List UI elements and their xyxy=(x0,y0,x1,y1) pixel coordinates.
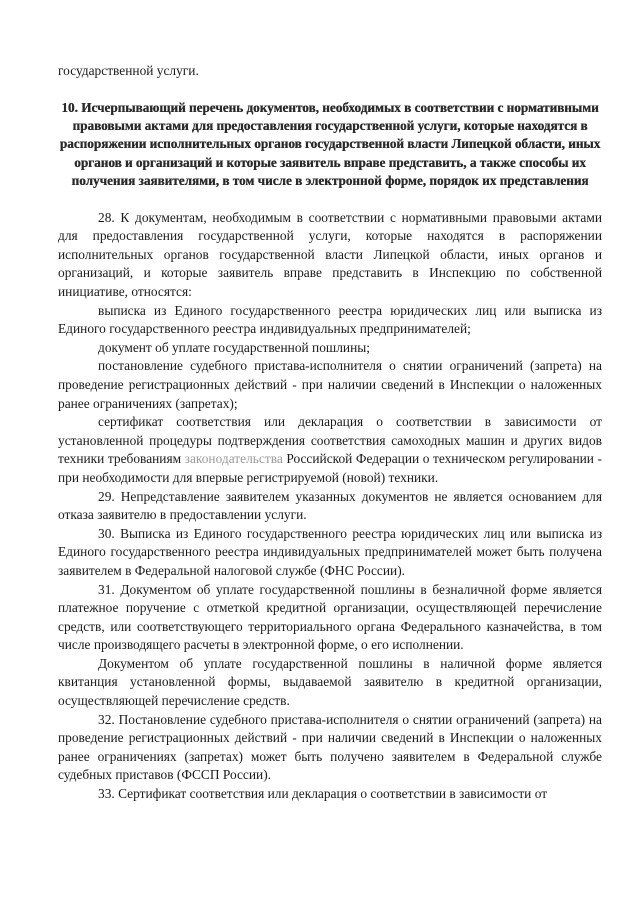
paragraph-32: 32. Постановление судебного пристава-исполнителя о снятии ограничений (запрета) на проведение регистрационных действий - при наличии сведений в Инспекции о наложенных ранее ограничениях (запретах) может быть получено заявителем в Федеральной службе судебных приставов (ФССП России). xyxy=(58,711,602,783)
paragraph-31-cash: Документом об уплате государственной пошлины в наличной форме является квитанция установленной формы, выдаваемой заявителю в кредитной организации, осуществляющей перечисление средств. xyxy=(58,655,602,709)
paragraph-31: 31. Документом об уплате государственной пошлины в безналичной форме является платежное поручение с отметкой кредитной организации, осуществляющей перечисление средств, или соответствующего территориального органа Федерального казначейства, в том числе производящего расчеты в электронной форме, о его исполнении. xyxy=(58,581,602,653)
paragraph-certificate xyxy=(58,413,602,487)
continuation-line: государственной услуги. xyxy=(58,63,199,78)
paragraph-extract: выписка из Единого государственного реестра юридических лиц или выписка из Единого государственного реестра индивидуальных предпринимателей; xyxy=(58,302,602,337)
paragraph-33: 33. Сертификат соответствия или декларация о соответствии в зависимости от xyxy=(98,786,548,802)
section-heading: 10. Исчерпывающий перечень документов, необходимых в соответствии с нормативными правовыми актами для предоставления государственной услуги, которые находятся в распоряжении исполнительных органов государственной власти Липецкой области, иных органов и организаций и которые заявитель вправе представить, а также способы их получения заявителями, в том числе в электронной форме, порядок их представления xyxy=(59,99,601,189)
paragraph-29: 29. Непредставление заявителем указанных документов не является основанием для отказа заявителю в предоставлении услуги. xyxy=(58,488,602,523)
certificate-text-faded: законодательства xyxy=(184,451,283,467)
certificate-text-start: сертификат соответствия или декларация о соответствии в зависимости от установленной процедуры подтверждения соответствия самоходных машин и других видов техники требованиям xyxy=(58,414,602,467)
paragraph-bailiff-order: постановление судебного пристава-исполнителя о снятии ограничений (запрета) на проведение регистрационных действий - при наличии сведений в Инспекции о наложенных ранее ограничениях (запретах); xyxy=(58,358,602,411)
paragraph-28: 28. К документам, необходимым в соответствии с нормативными правовыми актами для предоставления государственной услуги, которые находятся в распоряжении исполнительных органов государственной власти Липецкой области, иных органов и организаций, и которые заявитель вправе представить в Инспекцию по собственной инициативе, относятся: xyxy=(58,209,602,299)
paragraph-30: 30. Выписка из Единого государственного реестра юридических лиц или выписка из Единого государственного реестра индивидуальных предпринимателей может быть получена заявителем в Федеральной налоговой службе (ФНС России). xyxy=(58,525,602,578)
certificate-text-end: Российской Федерации о техническом регулировании - при необходимости для впервые регистрируемой (новой) техники. xyxy=(58,451,602,485)
paragraph-fee-doc: документ об уплате государственной пошлины; xyxy=(98,339,370,355)
